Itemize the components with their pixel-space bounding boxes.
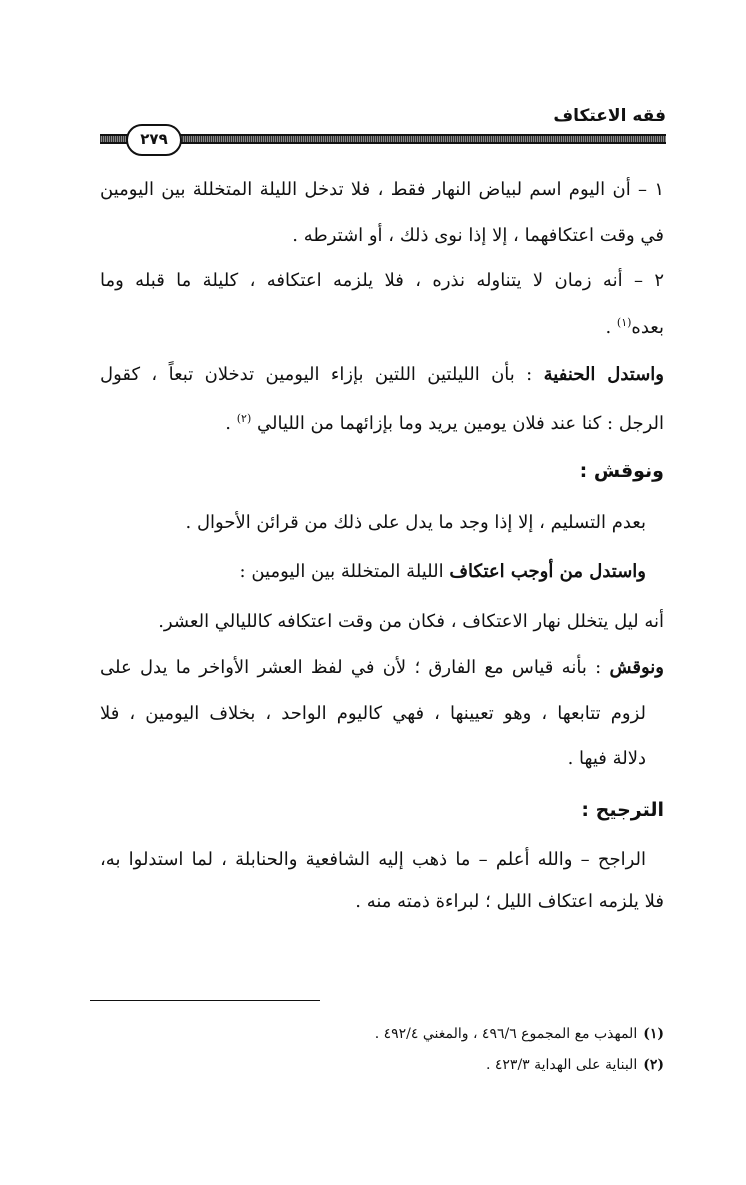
paragraph-5 — [240, 557, 646, 587]
paragraph-3-end: . — [225, 413, 237, 434]
footnote-1 — [375, 1022, 664, 1046]
footnote-2-number: (٢) — [643, 1057, 664, 1073]
paragraph-5-text: الليلة المتخللة بين اليومين : — [239, 561, 450, 582]
footnote-1-text: المهذب مع المجموع ٤٩٦/٦ ، والمغني ٤٩٢/٤ . — [374, 1026, 638, 1042]
paragraph-3-text-2: الرجل : كنا عند فلان يومين يريد وما بإزائهما من الليالي — [256, 413, 664, 434]
footnote-separator — [90, 1000, 320, 1001]
paragraph-7-text: : بأنه قياس مع الفارق ؛ لأن في لفظ العشر الأواخر ما يدل على — [100, 657, 610, 678]
paragraph-7-line-1 — [100, 653, 664, 683]
paragraph-7-line-2: لزوم تتابعها ، وهو تعيينها ، فهي كاليوم الواحد ، بخلاف اليومين ، فلا — [100, 703, 646, 724]
paragraph-3-line-1 — [100, 360, 664, 390]
paragraph-3-text: : بأن الليلتين اللتين بإزاء اليومين تدخلان تبعاً ، كقول — [100, 364, 544, 385]
discussion-heading-1: ونوقش : — [579, 460, 664, 482]
paragraph-4: بعدم التسليم ، إلا إذا وجد ما يدل على ذلك من قرائن الأحوال . — [185, 512, 646, 533]
paragraph-1-line-1: ١ – أن اليوم اسم لبياض النهار فقط ، فلا تدخل الليلة المتخللة بين اليومين — [100, 179, 664, 200]
paragraph-2-text: بعده — [631, 317, 664, 338]
footnote-2-text: البناية على الهداية ٤٢٣/٣ . — [485, 1057, 638, 1073]
paragraph-7-lead: ونوقش — [609, 657, 664, 678]
paragraph-1-line-2: في وقت اعتكافهما ، إلا إذا نوى ذلك ، أو اشترطه . — [292, 225, 664, 246]
paragraph-5-lead: واستدل من أوجب اعتكاف — [449, 561, 646, 582]
paragraph-8-line-2: فلا يلزمه اعتكاف الليل ؛ لبراءة ذمته منه . — [355, 891, 664, 912]
footnote-ref-1: (١) — [616, 316, 632, 329]
footnote-2 — [486, 1053, 664, 1077]
paragraph-6: أنه ليل يتخلل نهار الاعتكاف ، فكان من وقت اعتكافه كالليالي العشر. — [158, 611, 664, 632]
footnote-1-number: (١) — [643, 1026, 664, 1042]
footnote-ref-2: (٢) — [236, 412, 252, 425]
running-title: فقه الاعتكاف — [553, 106, 666, 126]
tarjih-heading: الترجيح : — [581, 799, 664, 821]
paragraph-8-line-1: الراجح – والله أعلم – ما ذهب إليه الشافعية والحنابلة ، لما استدلوا به، — [100, 849, 646, 870]
paragraph-3-lead: واستدل الحنفية — [543, 364, 665, 385]
paragraph-2-end: . — [605, 317, 617, 338]
paragraph-7-line-3: دلالة فيها . — [567, 748, 646, 769]
page-number: ٢٧٩ — [126, 124, 182, 156]
header-rule — [100, 134, 666, 144]
paragraph-3-line-2 — [225, 404, 664, 439]
paragraph-2-line-2 — [605, 308, 664, 343]
paragraph-2-line-1: ٢ – أنه زمان لا يتناوله نذره ، فلا يلزمه اعتكافه ، كليلة ما قبله وما — [100, 270, 664, 291]
